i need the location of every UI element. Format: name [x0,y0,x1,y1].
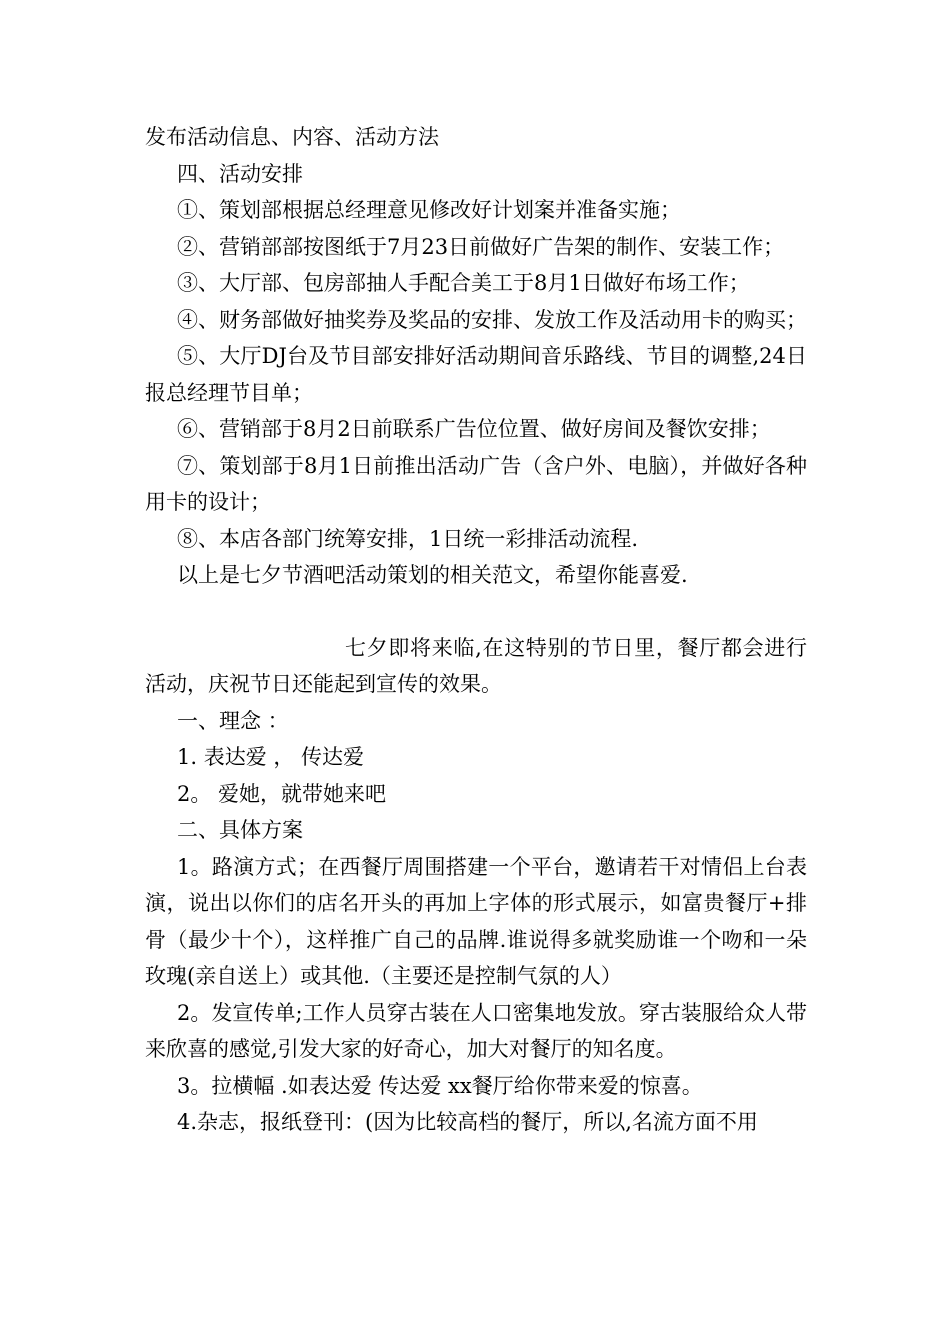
paragraph: 以上是七夕节酒吧活动策划的相关范文，希望你能喜爱. [177,563,688,587]
paragraph: ⑧、本店各部门统筹安排，1日统一彩排活动流程. [177,526,639,551]
paragraph: ②、营销部部按图纸于7月23日前做好广告架的制作、安装工作； [177,234,785,259]
paragraph: ①、策划部根据总经理意见修改好计划案并准备实施； [177,198,681,222]
section-gap [145,594,807,630]
paragraph: 3。拉横幅 .如表达爱 传达爱 xx餐厅给你带来爱的惊喜。 [177,1073,703,1098]
paragraph: ⑦、策划部于8月1日前推出活动广告（含户外、电脑），并做好各种用卡的设计； [145,453,807,514]
intro-paragraph: 七夕即将来临,在这特别的节日里，餐厅都会进行活动，庆祝节日还能起到宣传的效果。 [145,635,807,696]
document-body [145,119,807,1141]
activity-schedule-section [145,119,807,594]
paragraph: 发布活动信息、内容、活动方法 [145,125,439,149]
paragraph: ③、大厅部、包房部抽人手配合美工于8月1日做好布场工作； [177,271,750,295]
paragraph: 四、活动安排 [177,161,303,186]
paragraph: 二、具体方案 [177,818,303,842]
paragraph: 1。路演方式；在西餐厅周围搭建一个平台，邀请若干对情侣上台表演，说出以你们的店名开头的再加上字体的形式展示，如富贵餐厅+排骨（最少十个），这样推广自己的品牌.谁说得多就奖励谁一个吻和一朵玫瑰(亲自送上）或其他.（主要还是控制气氛的人） [145,854,807,988]
paragraph: 4.杂志，报纸登刊：(因为比较高档的餐厅，所以,名流方面不用 [177,1110,758,1134]
paragraph: ④、财务部做好抽奖券及奖品的安排、发放工作及活动用卡的购买； [177,307,807,332]
restaurant-plan-section [145,703,807,1141]
paragraph: ⑤、大厅DJ台及节目部安排好活动期间音乐路线、节目的调整,24日报总经理节目单； [145,344,807,405]
paragraph: 1. 表达爱 ， 传达爱 [177,745,365,769]
paragraph: 2。发宣传单;工作人员穿古装在人口密集地发放。穿古装服给众人带来欣喜的感觉,引发大家的好奇心，加大对餐厅的知名度。 [145,1000,807,1061]
paragraph: 2。 爱她，就带她来吧 [177,781,387,806]
paragraph: ⑥、营销部于8月2日前联系广告位位置、做好房间及餐饮安排； [177,417,771,441]
paragraph: 一、理念 ： [177,708,289,733]
